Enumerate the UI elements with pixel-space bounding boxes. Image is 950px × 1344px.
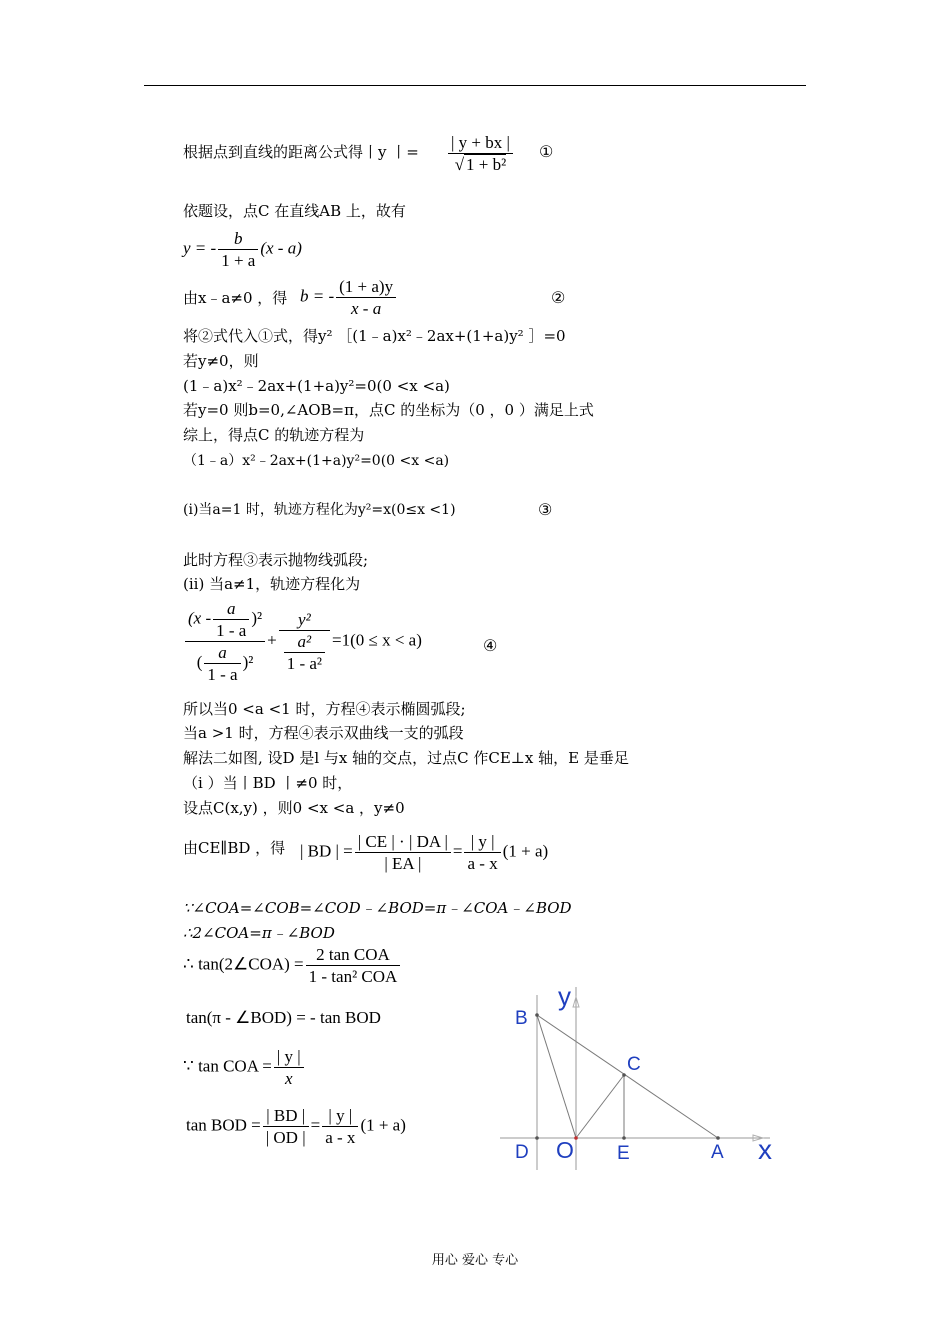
label-A: A	[711, 1142, 724, 1163]
conic-formula: (x - $\frac{a}{1 - a}$ )² ( $\frac{a}{1 - a}$ )² + $\frac{\text{y²}}{\frac{\text{a²}}{\text{1 - a²}}}$ =1(0 ≤ x < a)	[183, 598, 422, 685]
geometry-figure	[495, 975, 795, 1180]
text-line: (ii) 当a≠1，轨迹方程化为	[183, 575, 361, 593]
label-x: x	[758, 1134, 772, 1165]
bd-formula: | BD | = $\frac{| CE | \cdot | DA |}{| EA |}$ = $\frac{| y |}{a - x}$ (1 + a)	[300, 832, 549, 873]
segment-BA	[537, 1015, 718, 1138]
point-B	[535, 1013, 539, 1017]
text-line: 综上，得点C 的轨迹方程为	[183, 426, 365, 444]
point-D	[535, 1136, 539, 1140]
marker-2: ②	[551, 288, 566, 307]
tanbod-formula: tan BOD = $\frac{| BD |}{| OD |}$ = $\frac{| y |}{a - x}$ (1 + a)	[186, 1106, 406, 1147]
text-line: （i ）当丨BD 丨≠0 时，	[183, 774, 353, 792]
label-y: y	[558, 981, 571, 1011]
text-line: 当a >1 时，方程④表示双曲线一支的弧段	[183, 724, 464, 742]
b-formula: b = - $\frac{(1 + a)y}{x - a}$	[300, 276, 398, 319]
label-B: B	[515, 1008, 528, 1029]
point-C	[622, 1073, 626, 1077]
tancoa-formula: ∵ tan COA = $\frac{| y |}{x}$	[183, 1046, 306, 1089]
text-line: ∴2∠COA=π﹣∠BOD	[183, 924, 335, 942]
point-O	[574, 1136, 578, 1140]
text-line: （1﹣a）x²﹣2ax+(1+a)y²=0(0 <x <a)	[183, 453, 450, 469]
text-line: 设点C(x,y) ，则0 <x <a ，y≠0	[183, 799, 405, 817]
text-line: ∵∠COA=∠COB=∠COD﹣∠BOD=π﹣∠COA﹣∠BOD	[183, 899, 572, 917]
tan2-formula: ∴ tan(2∠COA) = $\frac{\text{2 tan COA}}{\text{1 - tan² COA}}$	[183, 944, 402, 987]
text-line: (i)当a=1 时，轨迹方程化为y²=x(0≤x <1)	[183, 502, 456, 518]
text-line: 将②式代入①式，得y² ［(1﹣a)x²﹣2ax+(1+a)y² ］=0	[183, 327, 566, 345]
text-line: 所以当0 <a <1 时，方程④表示椭圆弧段;	[183, 700, 466, 718]
text-line: (1﹣a)x²﹣2ax+(1+a)y²=0(0 <x <a)	[183, 377, 450, 395]
text-line: 由CE∥BD ，得	[183, 839, 286, 857]
point-A	[716, 1136, 720, 1140]
label-E: E	[617, 1143, 630, 1164]
header-rule	[144, 85, 806, 86]
marker-1: ①	[539, 142, 554, 161]
segment-OC	[576, 1075, 624, 1138]
text-line: 若y≠0，则	[183, 352, 259, 370]
segment-BO	[537, 1015, 576, 1138]
text-line: 依题设，点C 在直线AB 上，故有	[183, 202, 406, 220]
label-O: O	[556, 1137, 574, 1163]
tanpi-formula: tan(π - ∠BOD) = - tan BOD	[186, 1008, 381, 1027]
label-D: D	[515, 1142, 529, 1163]
marker-4: ④	[483, 636, 498, 655]
marker-3: ③	[538, 500, 553, 519]
distance-formula: $\frac{| y + bx |}{\text{√ 1 + b²}}$	[446, 132, 515, 175]
text-line: 由x﹣a≠0 ，得	[183, 289, 288, 307]
point-E	[622, 1136, 626, 1140]
text-line: 若y=0 则b=0,∠AOB=π，点C 的坐标为（0 ，0 ）满足上式	[183, 401, 594, 419]
page-footer: 用心 爱心 专心	[431, 1253, 519, 1268]
text-line: 解法二如图, 设D 是l 与x 轴的交点，过点C 作CE⊥x 轴，E 是垂足	[183, 749, 629, 767]
line-equation: y = - $\frac{b}{1 + a}$ (x - a)	[183, 229, 302, 270]
text-line: 此时方程③表示抛物线弧段;	[183, 551, 369, 569]
text-line: 根据点到直线的距离公式得丨y 丨=	[183, 143, 419, 161]
label-C: C	[627, 1054, 641, 1075]
